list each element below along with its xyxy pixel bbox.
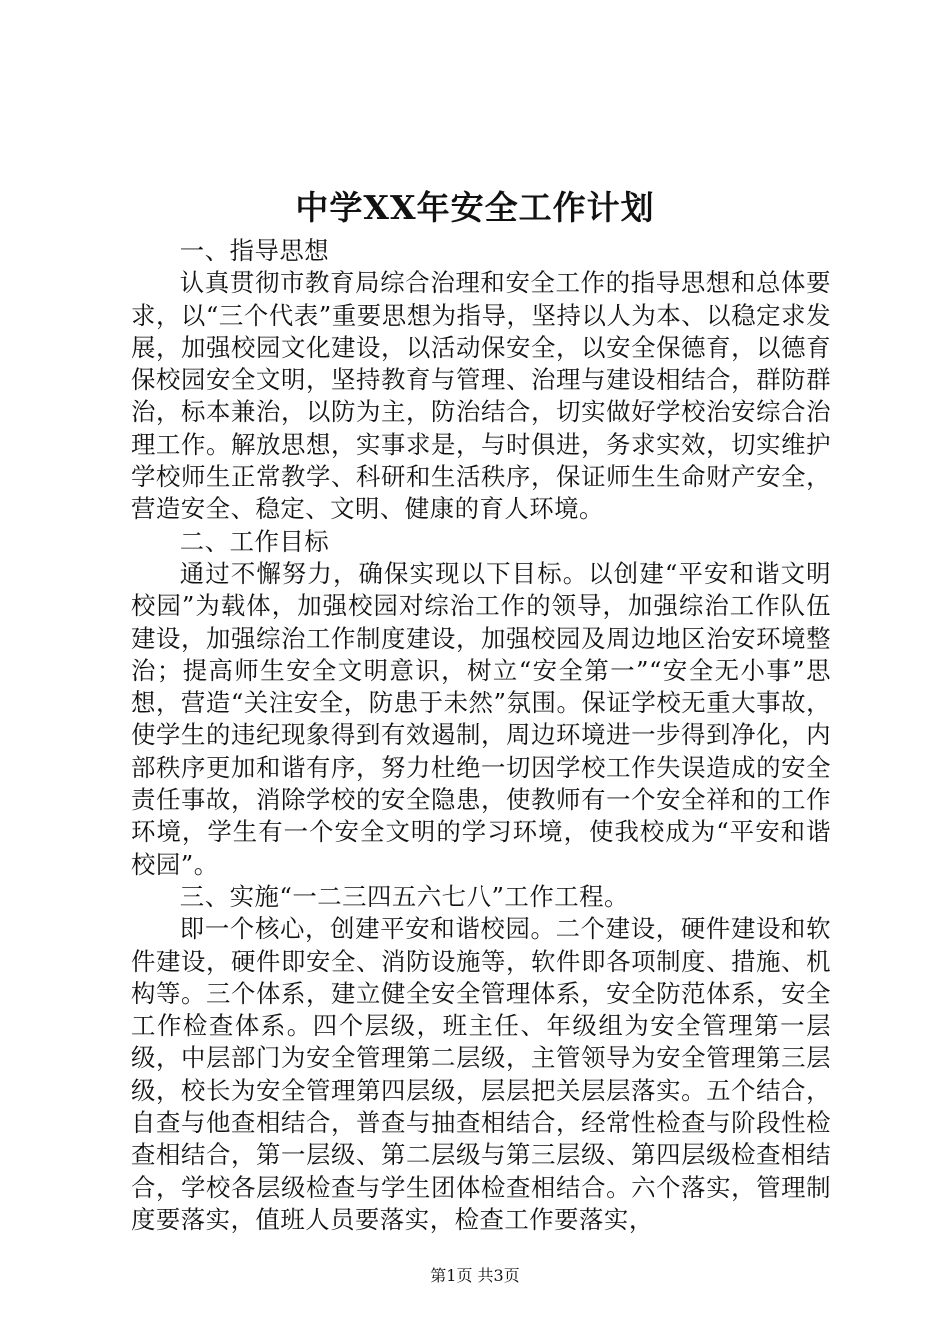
paragraph-implementation: 即一个核心，创建平安和谐校园。二个建设，硬件建设和软件建设，硬件即安全、消防设施等，软件即各项制度、措施、机构等。三个体系，建立健全安全管理体系，安全防范体系，安全工作检查体系。四个层级，班主任、年级组为安全管理第一层级，中层部门为安全管理第二层级，主管领导为安全管理第三层级，校长为安全管理第四层级，层层把关层层落实。五个结合，自查与他查相结合，普查与抽查相结合，经常性检查与阶段性检查相结合，第一层级、第二层级与第三层级、第四层级检查相结合，学校各层级检查与学生团体检查相结合。六个落实，管理制度要落实，值班人员要落实，检查工作要落实， [131, 914, 831, 1234]
page-footer: 第1页 共3页 [430, 1266, 520, 1285]
page-title: 中学XX年安全工作计划 [295, 188, 655, 227]
section-heading-implementation: 三、实施“一二三四五六七八”工作工程。 [179, 881, 629, 911]
paragraph-work-goals: 通过不懈努力，确保实现以下目标。以创建“平安和谐文明校园”为载体，加强校园对综治工作的领导，加强综治工作队伍建设，加强综治工作制度建设，加强校园及周边地区治安环境整治；提高师生安全文明意识，树立“安全第一”“安全无小事”思想，营造“关注安全，防患于未然”氛围。保证学校无重大事故，使学生的违纪现象得到有效遏制，周边环境进一步得到净化，内部秩序更加和谐有序，努力杜绝一切因学校工作失误造成的安全责任事故，消除学校的安全隐患，使教师有一个安全祥和的工作环境，学生有一个安全文明的学习环境，使我校成为“平安和谐校园”。 [131, 558, 831, 879]
document-body [131, 235, 831, 1236]
section-heading-work-goals: 二、工作目标 [179, 526, 330, 556]
paragraph-guiding-ideology: 认真贯彻市教育局综合治理和安全工作的指导思想和总体要求，以“三个代表”重要思想为指导，坚持以人为本、以稳定求发展，加强校园文化建设，以活动保安全，以安全保德育，以德育保校园安全文明，坚持教育与管理、治理与建设相结合，群防群治，标本兼治，以防为主，防治结合，切实做好学校治安综合治理工作。解放思想，实事求是，与时俱进，务求实效，切实维护学校师生正常教学、科研和生活秩序，保证师生生命财产安全，营造安全、稳定、文明、健康的育人环境。 [131, 268, 831, 524]
section-heading-guiding-ideology: 一、指导思想 [179, 236, 330, 265]
